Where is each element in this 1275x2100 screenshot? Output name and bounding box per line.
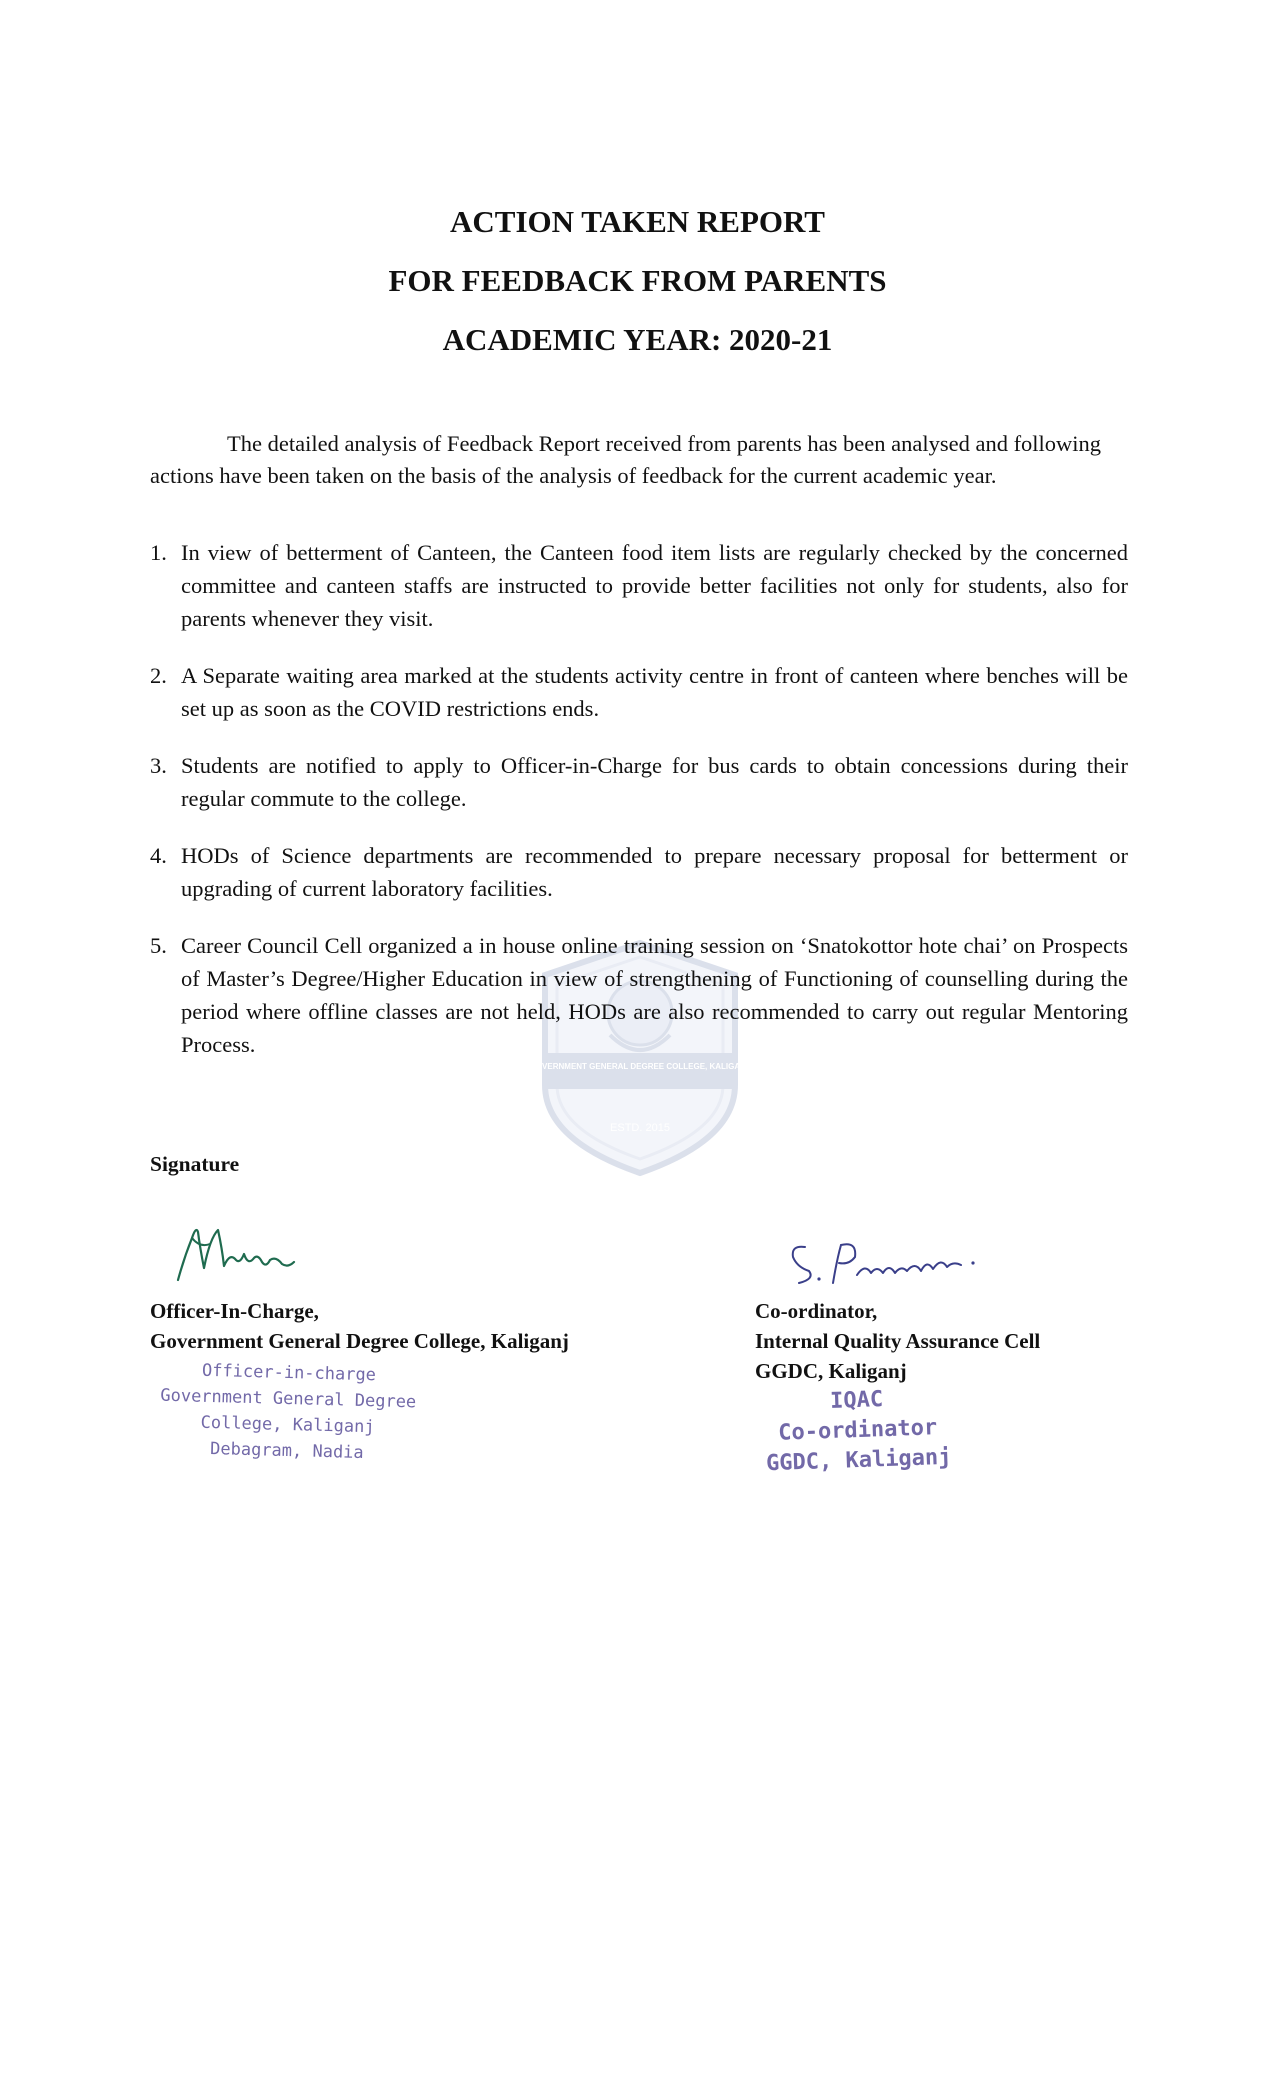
- coordinator-cell: Internal Quality Assurance Cell: [755, 1329, 1041, 1353]
- action-text: Career Council Cell organized a in house online training session on ‘Snatokottor hote chai’ on Prospects of Master’s Degree/Higher Education in view of strengthening of Functioning of counselling during the period where offline classes are not held, HODs are also recommended to carry out regular Mentoring Process.: [181, 933, 1128, 1057]
- action-list: [150, 536, 1128, 1085]
- stamp-line: GGDC, Kaliganj: [765, 1444, 952, 1477]
- stamp-line: Co-ordinator: [777, 1415, 938, 1446]
- coordinator-block: [755, 1296, 1040, 1386]
- stamp-line: IQAC: [829, 1387, 884, 1414]
- action-text: In view of betterment of Canteen, the Canteen food item lists are regularly checked by the concerned committee and canteen staffs are instructed to provide better facilities not only for students, also for parents whenever they visit.: [181, 540, 1128, 631]
- title-line-1: ACTION TAKEN REPORT: [450, 204, 825, 239]
- iqac-coordinator-stamp: [763, 1383, 951, 1479]
- officer-in-charge-stamp: [159, 1357, 418, 1468]
- action-text: Students are notified to apply to Officer-in-Charge for bus cards to obtain concessions during their regular commute to the college.: [181, 753, 1128, 811]
- action-number: 4.: [150, 843, 167, 868]
- watermark-established: ESTD. 2015: [610, 1122, 670, 1134]
- action-number: 5.: [150, 933, 167, 958]
- report-title: [0, 192, 1275, 369]
- signature-heading: Signature: [150, 1152, 240, 1176]
- officer-title: Officer-In-Charge,: [150, 1299, 319, 1323]
- coordinator-college: GGDC, Kaliganj: [755, 1359, 907, 1383]
- officer-college: Government General Degree College, Kaliganj: [150, 1329, 569, 1353]
- action-number: 2.: [150, 663, 167, 688]
- action-number: 1.: [150, 540, 167, 565]
- coordinator-title: Co-ordinator,: [755, 1299, 878, 1323]
- action-item: [150, 659, 1128, 725]
- coordinator-signature: [785, 1235, 985, 1290]
- stamp-line: College, Kaliganj: [200, 1412, 375, 1438]
- action-number: 3.: [150, 753, 167, 778]
- watermark-college-name: GOVERNMENT GENERAL DEGREE COLLEGE, KALIGANJ: [529, 1062, 751, 1071]
- officer-in-charge-block: [150, 1296, 569, 1356]
- title-line-2: FOR FEEDBACK FROM PARENTS: [388, 263, 887, 298]
- stamp-line: Debagram, Nadia: [209, 1438, 364, 1463]
- stamp-line: Government General Degree: [160, 1385, 417, 1413]
- action-item: [150, 536, 1128, 635]
- title-line-3: ACADEMIC YEAR: 2020-21: [442, 322, 833, 357]
- intro-paragraph: The detailed analysis of Feedback Report received from parents has been analysed and following actions have been taken on the basis of the analysis of feedback for the current academic year.: [150, 431, 1102, 488]
- action-text: A Separate waiting area marked at the students activity centre in front of canteen where benches will be set up as soon as the COVID restrictions ends.: [181, 663, 1128, 721]
- stamp-line: Officer-in-charge: [201, 1360, 377, 1386]
- action-item: [150, 839, 1128, 905]
- officer-in-charge-signature: [170, 1208, 300, 1288]
- action-text: HODs of Science departments are recommended to prepare necessary proposal for betterment or upgrading of current laboratory facilities.: [181, 843, 1128, 901]
- action-item: [150, 749, 1128, 815]
- action-item: [150, 929, 1128, 1061]
